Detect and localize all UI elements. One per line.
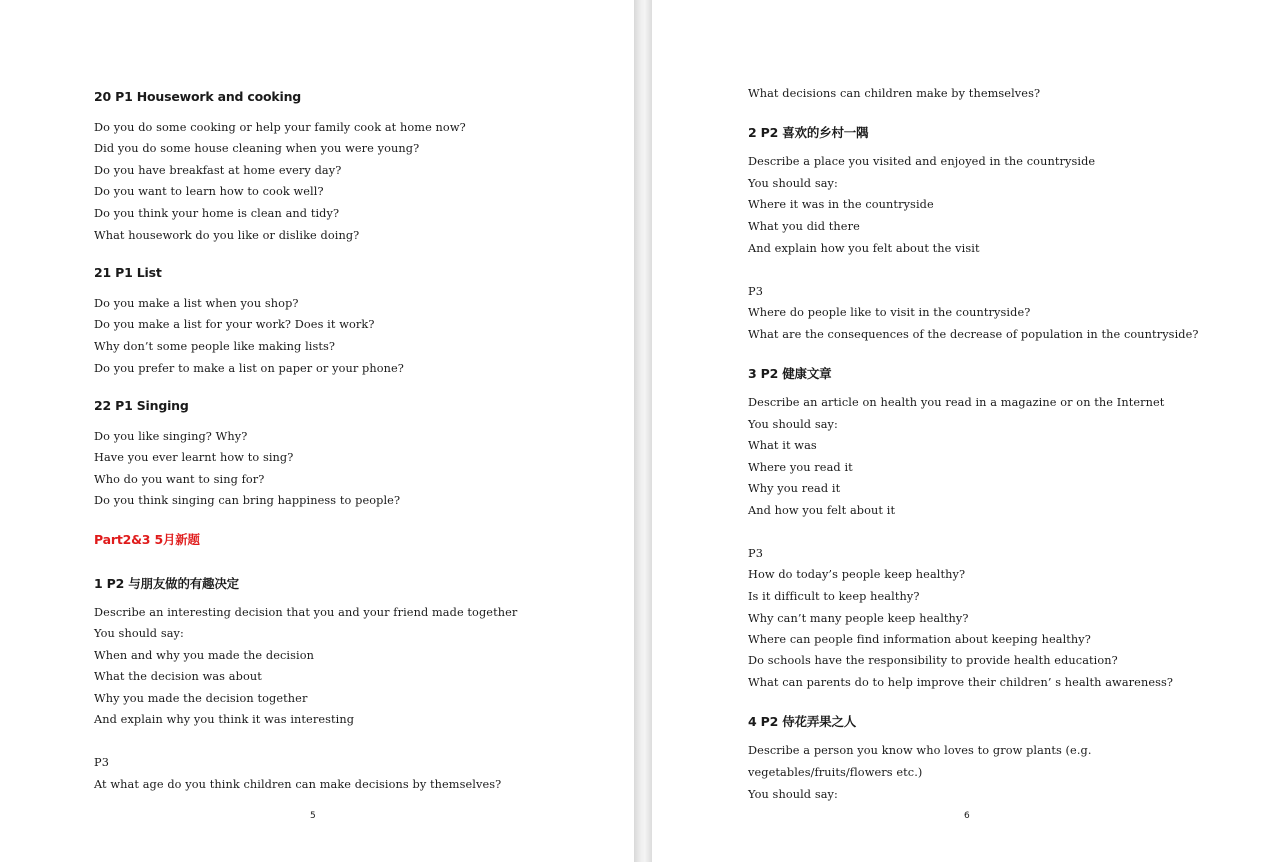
text-line: Why you made the decision together xyxy=(94,692,308,705)
text-line: And how you felt about it xyxy=(748,504,896,517)
text-line: Why can’t many people keep healthy? xyxy=(748,612,969,625)
part-heading: Part2&3 5月新题 xyxy=(94,532,200,547)
p3-label: P3 xyxy=(748,285,763,298)
text-line: Where you read it xyxy=(748,461,853,474)
text-line: You should say: xyxy=(748,788,838,801)
page-number: 5 xyxy=(310,811,316,821)
text-line: Do you make a list when you shop? xyxy=(94,297,299,310)
text-line: Do you want to learn how to cook well? xyxy=(94,185,324,198)
section-heading: 1 P2 与朋友做的有趣决定 xyxy=(94,576,239,591)
section-heading: 21 P1 List xyxy=(94,265,162,280)
text-line: Describe an interesting decision that you and your friend made together xyxy=(94,606,518,619)
text-line: Why you read it xyxy=(748,482,841,495)
section-heading: 4 P2 侍花弄果之人 xyxy=(748,714,857,729)
text-line: What can parents do to help improve their children’ s health awareness? xyxy=(748,676,1174,689)
text-line: Do you make a list for your work? Does it work? xyxy=(94,318,375,331)
text-line: Where it was in the countryside xyxy=(748,198,934,211)
text-line: At what age do you think children can make decisions by themselves? xyxy=(94,778,502,791)
text-line: Describe an article on health you read in a magazine or on the Internet xyxy=(748,396,1165,409)
text-line: What are the consequences of the decrease of population in the countryside? xyxy=(748,328,1199,341)
text-line: Do you think singing can bring happiness to people? xyxy=(94,494,401,507)
text-line: When and why you made the decision xyxy=(94,649,315,662)
text-line: What it was xyxy=(748,439,817,452)
text-line: And explain why you think it was interesting xyxy=(94,713,355,726)
page-gutter xyxy=(634,0,652,862)
text-line: Where can people find information about keeping healthy? xyxy=(748,633,1091,646)
text-line: What the decision was about xyxy=(94,670,262,683)
text-line: Have you ever learnt how to sing? xyxy=(94,451,294,464)
section-heading: 20 P1 Housework and cooking xyxy=(94,89,302,104)
text-line: Do you think your home is clean and tidy? xyxy=(94,207,340,220)
text-line: Describe a person you know who loves to grow plants (e.g. xyxy=(748,744,1092,757)
text-line: Where do people like to visit in the countryside? xyxy=(748,306,1031,319)
section-heading: 2 P2 喜欢的乡村一隅 xyxy=(748,125,869,140)
text-line: What decisions can children make by themselves? xyxy=(748,87,1041,100)
text-line: You should say: xyxy=(748,177,838,190)
text-line: You should say: xyxy=(94,627,184,640)
text-line: Do you do some cooking or help your family cook at home now? xyxy=(94,121,466,134)
text-line: How do today’s people keep healthy? xyxy=(748,568,966,581)
text-line: Do you have breakfast at home every day? xyxy=(94,164,342,177)
p3-label: P3 xyxy=(94,756,109,769)
page-number: 6 xyxy=(964,811,970,821)
text-line: vegetables/fruits/flowers etc.) xyxy=(748,766,923,779)
section-heading: 22 P1 Singing xyxy=(94,398,189,413)
text-line: What housework do you like or dislike doing? xyxy=(94,229,360,242)
text-line: Did you do some house cleaning when you were young? xyxy=(94,142,420,155)
text-line: Why don’t some people like making lists? xyxy=(94,340,336,353)
p3-label: P3 xyxy=(748,547,763,560)
text-line: Do you prefer to make a list on paper or your phone? xyxy=(94,362,404,375)
text-line: Describe a place you visited and enjoyed in the countryside xyxy=(748,155,1096,168)
text-line: You should say: xyxy=(748,418,838,431)
text-line: Do you like singing? Why? xyxy=(94,430,248,443)
section-heading: 3 P2 健康文章 xyxy=(748,366,832,381)
text-line: Is it difficult to keep healthy? xyxy=(748,590,920,603)
text-line: Who do you want to sing for? xyxy=(94,473,265,486)
document-page-left xyxy=(0,0,634,862)
text-line: Do schools have the responsibility to provide health education? xyxy=(748,654,1118,667)
text-line: And explain how you felt about the visit xyxy=(748,242,980,255)
text-line: What you did there xyxy=(748,220,860,233)
document-page-right xyxy=(652,0,1286,862)
